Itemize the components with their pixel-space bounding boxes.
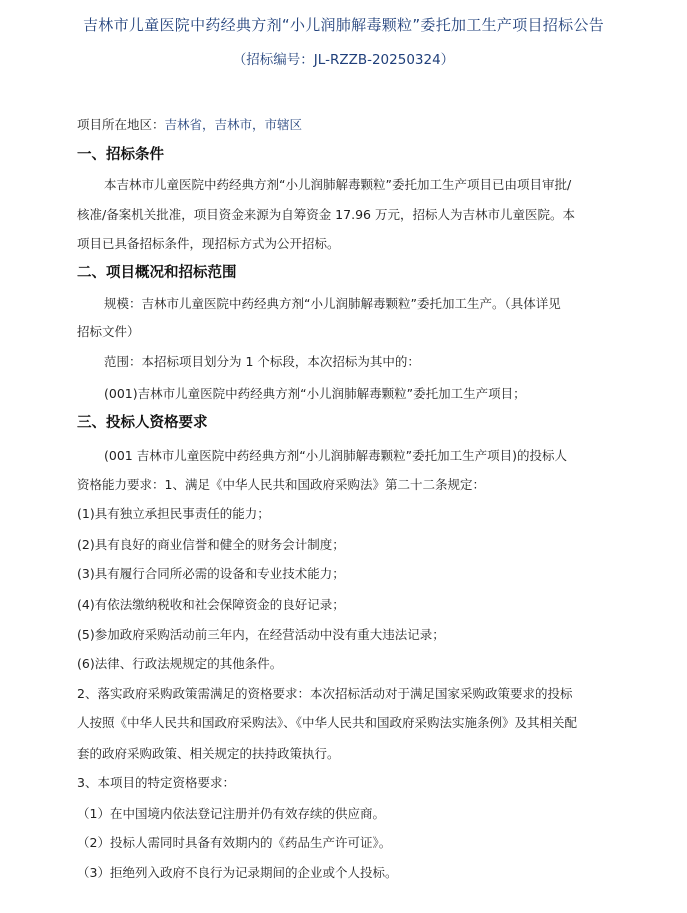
section-2-paragraph: (001)吉林市儿童医院中药经典方剂“小儿润肺解毒颗粒”委托加工生产项目；: [104, 386, 526, 401]
section-2-paragraph: 范围：本招标项目划分为 1 个标段，本次招标为其中的：: [104, 354, 420, 369]
special-requirement-item: （1）在中国境内依法登记注册并仍有效存续的供应商。: [77, 806, 385, 821]
location-value: 吉林省，吉林市，市辖区: [164, 117, 303, 132]
requirement-item: (2)具有良好的商业信誉和健全的财务会计制度；: [77, 537, 345, 552]
special-requirement-item: （2）投标人需同时具备有效期内的《药品生产许可证》。: [77, 835, 392, 850]
project-location: [77, 116, 302, 134]
section-1-heading: 一、招标条件: [77, 147, 164, 163]
section-2-paragraph: 规模：吉林市儿童医院中药经典方剂“小儿润肺解毒颗粒”委托加工生产。（具体详见: [104, 296, 561, 311]
requirement-item: (1)具有独立承担民事责任的能力；: [77, 506, 270, 521]
special-requirement-item: （3）拒绝列入政府不良行为记录期间的企业或个人投标。: [77, 865, 398, 880]
location-label: 项目所在地区：: [77, 117, 165, 132]
requirement-item: (5)参加政府采购活动前三年内，在经营活动中没有重大违法记录；: [77, 627, 445, 642]
tender-number: （招标编号：JL-RZZB-20250324）: [232, 52, 455, 68]
section-2-heading: 二、项目概况和招标范围: [77, 265, 237, 281]
policy-paragraph: 人按照《中华人民共和国政府采购法》、《中华人民共和国政府采购法实施条例》及其相关配: [77, 715, 578, 730]
section-3-heading: 三、投标人资格要求: [77, 415, 208, 431]
notice-title: 吉林市儿童医院中药经典方剂“小儿润肺解毒颗粒”委托加工生产项目招标公告: [82, 16, 605, 34]
section-3-paragraph: 资格能力要求：1、满足《中华人民共和国政府采购法》第二十二条规定：: [77, 477, 485, 492]
policy-paragraph: 套的政府采购政策、相关规定的扶持政策执行。: [77, 746, 340, 761]
policy-paragraph: 2、落实政府采购政策需满足的资格要求：本次招标活动对于满足国家采购政策要求的投标: [77, 686, 573, 701]
requirement-item: (3)具有履行合同所必需的设备和专业技术能力；: [77, 566, 345, 581]
section-3-paragraph: (001 吉林市儿童医院中药经典方剂“小儿润肺解毒颗粒”委托加工生产项目)的投标人: [104, 448, 568, 463]
requirement-item: (4)有依法缴纳税收和社会保障资金的良好记录；: [77, 597, 345, 612]
section-2-paragraph: 招标文件）: [77, 324, 140, 339]
section-1-paragraph: 本吉林市儿童医院中药经典方剂“小儿润肺解毒颗粒”委托加工生产项目已由项目审批/: [104, 177, 572, 192]
special-requirements-heading: 3、本项目的特定资格要求：: [77, 775, 235, 790]
section-1-paragraph: 项目已具备招标条件，现招标方式为公开招标。: [77, 236, 340, 251]
section-1-paragraph: 核准/备案机关批准，项目资金来源为自筹资金 17.96 万元，招标人为吉林市儿童医院。本: [77, 207, 575, 222]
requirement-item: (6)法律、行政法规规定的其他条件。: [77, 656, 283, 671]
